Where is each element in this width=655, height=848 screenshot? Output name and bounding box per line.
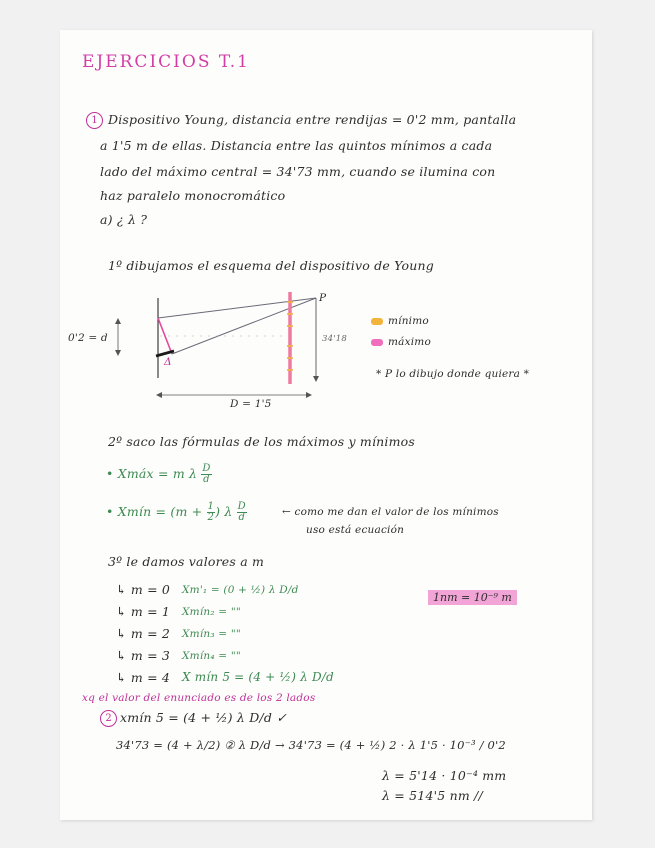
calc-line-2: 34'73 = (4 + λ/2) ② λ D/d → 34'73 = (4 + ½) 2 · λ 1'5 · 10⁻³ / 0'2: [116, 738, 506, 752]
step-3-text: 3º le damos valores a m: [108, 554, 265, 569]
ray-upper: [158, 298, 316, 318]
step-1-text: 1º dibujamos el esquema del dispositivo de Young: [108, 258, 434, 273]
legend-max: máximo: [388, 336, 431, 348]
formula-xmax: • Xmáx = m λ $\frac{D}{d}$: [106, 463, 211, 485]
statement-line-3: lado del máximo central = 34'73 mm, cuando se ilumina con: [100, 164, 496, 179]
m-3-expr: Xmín₄ = "": [182, 650, 241, 662]
m-1: ↳ m = 1: [116, 604, 171, 619]
m-4: ↳ m = 4: [116, 670, 171, 685]
m-2: ↳ m = 2: [116, 626, 171, 641]
reason-text: xq el valor del enunciado es de los 2 lados: [82, 692, 316, 704]
page-title: EJERCICIOS T.1: [82, 52, 250, 72]
statement-line-1: Dispositivo Young, distancia entre rendijas = 0'2 mm, pantalla: [108, 112, 517, 127]
label-P: P: [319, 292, 327, 304]
label-distance: 34'18: [322, 334, 347, 344]
result-2: λ = 514'5 nm //: [382, 788, 483, 803]
label-d: 0'2 = d: [68, 332, 108, 344]
label-D: D = 1'5: [230, 398, 272, 410]
diagram-note: * P lo dibujo donde quiera *: [376, 368, 530, 380]
calc-line-1: xmín 5 = (4 + ½) λ D/d ✓: [120, 710, 287, 725]
exercise-number: 1: [86, 112, 103, 129]
formula-xmin: • Xmín = (m + $\frac{1}{2}$ ) λ $\frac{D}{d}$: [106, 501, 246, 523]
unit-conversion-box: 1nm = 10⁻⁹ m: [428, 590, 517, 605]
statement-line-2: a 1'5 m de ellas. Distancia entre las quintos mínimos a cada: [100, 138, 493, 153]
circled-two: 2: [100, 710, 117, 727]
legend-min-swatch: [371, 318, 383, 325]
step-2-text: 2º saco las fórmulas de los máximos y mínimos: [108, 434, 416, 449]
legend-max-swatch: [371, 339, 383, 346]
result-1: λ = 5'14 · 10⁻⁴ mm: [382, 768, 507, 783]
ray-lower: [172, 298, 316, 354]
formula-note-1: ← como me dan el valor de los mínimos: [282, 506, 499, 518]
m-2-expr: Xmín₃ = "": [182, 628, 241, 640]
legend-min: mínimo: [388, 315, 429, 327]
statement-line-4: haz paralelo monocromático: [100, 188, 286, 203]
young-diagram: [60, 280, 592, 440]
formula-note-2: uso está ecuación: [306, 524, 405, 536]
question-a: a) ¿ λ ?: [100, 212, 148, 227]
m-3: ↳ m = 3: [116, 648, 171, 663]
m-4-expr: X mín 5 = (4 + ½) λ D/d: [182, 670, 334, 684]
notebook-page: [60, 30, 592, 820]
m-0-expr: Xm'₁ = (0 + ½) λ D/d: [182, 584, 299, 596]
m-1-expr: Xmín₂ = "": [182, 606, 241, 618]
m-0: ↳ m = 0: [116, 582, 171, 597]
label-delta: Δ: [164, 356, 172, 368]
